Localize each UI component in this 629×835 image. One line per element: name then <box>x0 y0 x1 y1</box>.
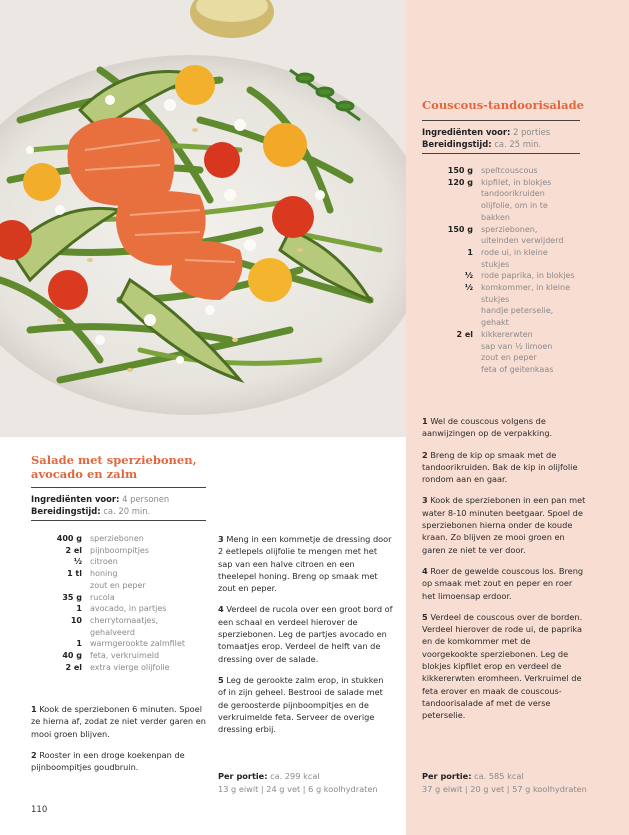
ingredient-quantity: 2 el <box>65 662 82 672</box>
step-text: Leg de gerookte zalm erop, in stukken of in zijn geheel. Bestrooi de salade met de geroosterde pijnboompitjes en de verkruimelde feta. Serveer de overige dressing erbij. <box>218 674 384 735</box>
ingredient-name: zout en peper <box>90 580 146 590</box>
ingredient-quantity <box>443 317 473 329</box>
step-number: 1 <box>422 416 428 426</box>
ingredient-quantity: 35 g <box>62 592 82 602</box>
recipe-title: Couscous-tandoorisalade <box>422 98 584 112</box>
recipe-step <box>422 611 588 722</box>
time-value: ca. 20 min. <box>103 506 151 516</box>
ingredient-item <box>52 568 212 580</box>
ingredient-name: pijnboompitjes <box>90 545 150 555</box>
ingredient-name: speltcouscous <box>481 166 538 175</box>
steps-list <box>422 415 588 731</box>
steps-column-1 <box>31 703 207 782</box>
ingredient-quantity: 2 el <box>65 545 82 555</box>
steps-column-2 <box>218 533 393 744</box>
portion-info <box>218 770 398 795</box>
ingredient-item <box>443 305 623 317</box>
title-rule <box>422 120 580 121</box>
recipe-step <box>218 674 393 735</box>
ingredient-quantity: ½ <box>464 283 473 293</box>
ingredient-item <box>443 329 623 341</box>
ingredient-quantity: 400 g <box>56 534 82 543</box>
ingredient-item <box>52 615 212 627</box>
ingredients-value: 2 porties <box>513 127 551 137</box>
page-number: 110 <box>31 805 48 815</box>
time-value: ca. 25 min. <box>494 139 542 149</box>
step-number: 2 <box>422 449 428 460</box>
portion-kcal: ca. 585 kcal <box>474 771 524 781</box>
step-number: 2 <box>31 749 37 760</box>
ingredient-item <box>443 317 623 329</box>
step-number: 4 <box>218 604 224 615</box>
ingredient-item <box>52 627 212 639</box>
ingredients-label: Ingrediënten voor: <box>422 127 511 137</box>
ingredient-quantity <box>443 294 473 306</box>
portion-macros: 37 g eiwit | 20 g vet | 57 g koolhydraten <box>422 783 587 794</box>
step-text: Verdeel de couscous over de borden. Verdeel hierover de rode ui, de paprika en de komkommer met de voorgekookte sperziebonen. Leg de blokjes kipfilet erop en verdeel de kikkererwten eromheen. Verkruimel de feta erover en maak de couscous-tandoorisalade af met de verse peterselie. <box>422 611 583 721</box>
ingredient-quantity: 40 g <box>62 651 82 661</box>
ingredient-item <box>443 364 623 376</box>
ingredient-item <box>52 592 212 604</box>
recipe-step <box>422 449 588 486</box>
ingredient-name: avocado, in partjes <box>90 604 167 614</box>
ingredient-name: sperziebonen <box>90 534 144 543</box>
step-text: Meng in een kommetje de dressing door 2 eetlepels olijfolie te mengen met het sap van een halve citroen en een theelepel honing. Breng op smaak met zout en peper. <box>218 534 392 594</box>
step-number: 5 <box>422 611 428 622</box>
ingredient-item <box>52 662 212 674</box>
recipe-title-line-2: avocado en zalm <box>31 467 138 481</box>
ingredient-item <box>443 341 623 353</box>
ingredient-item <box>443 259 623 271</box>
ingredient-name: rucola <box>90 592 115 602</box>
ingredient-quantity: ½ <box>73 557 82 567</box>
step-text: Breng de kip op smaak met de tandoorikruiden. Bak de kip in olijfolie rondom aan en gaar. <box>422 449 578 485</box>
ingredient-item <box>443 270 623 282</box>
ingredient-name: kipfilet, in blokjes <box>481 177 552 187</box>
ingredient-quantity <box>443 200 473 212</box>
step-text: Kook de sperziebonen in een pan met water 8-10 minuten beetgaar. Spoel de sperziebonen hierna onder de koude kraan. Zo blijven ze mooi groen en garen ze niet te ver door. <box>422 495 586 555</box>
ingredient-item <box>443 235 623 247</box>
ingredient-name: extra vierge olijfolie <box>90 662 170 672</box>
ingredient-name: gehalveerd <box>90 627 135 637</box>
recipe-step <box>422 415 588 440</box>
ingredient-quantity: 1 <box>76 639 82 649</box>
meta-rule <box>422 153 580 154</box>
recipe-step <box>218 533 393 594</box>
step-text: Roer de gewelde couscous los. Breng op smaak met zout en peper en roer het limoensap erdoor. <box>422 565 584 601</box>
step-text: Verdeel de rucola over een groot bord of een schaal en verdeel hierover de sperziebonen. Leg de partjes avocado en tomaatjes erop. Verdeel de helft van de dressing over de salade. <box>218 604 393 664</box>
time-label: Bereidingstijd: <box>422 139 492 149</box>
ingredient-quantity: 1 tl <box>67 569 82 579</box>
title-rule <box>31 487 206 488</box>
ingredient-quantity <box>443 364 473 376</box>
ingredient-item <box>443 165 623 177</box>
ingredient-quantity: 10 <box>70 615 82 625</box>
ingredient-quantity: ½ <box>464 271 473 281</box>
ingredient-name: gehakt <box>481 318 509 328</box>
ingredient-item <box>52 650 212 662</box>
step-number: 4 <box>422 565 428 576</box>
ingredient-quantity <box>443 259 473 271</box>
ingredient-name: rode ui, in kleine <box>481 247 548 257</box>
ingredients-value: 4 personen <box>122 494 170 504</box>
ingredient-name: olijfolie, om in te <box>481 201 548 211</box>
ingredient-item <box>52 638 212 650</box>
ingredient-quantity: 120 g <box>447 177 473 187</box>
portion-label: Per portie: <box>218 771 268 781</box>
ingredient-quantity <box>443 235 473 247</box>
ingredient-item <box>443 352 623 364</box>
time-label: Bereidingstijd: <box>31 506 101 516</box>
step-text: Rooster in een droge koekenpan de pijnboompitjes goudbruin. <box>31 749 185 773</box>
meta-rule <box>31 520 206 521</box>
ingredient-quantity: 1 <box>467 247 473 257</box>
ingredient-name: stukjes <box>481 259 510 269</box>
portion-macros: 13 g eiwit | 24 g vet | 6 g koolhydraten <box>218 783 378 794</box>
step-text: Kook de sperziebonen 6 minuten. Spoel ze hierna af, zodat ze niet verder garen en mooi groen blijven. <box>31 704 206 739</box>
ingredient-name: honing <box>90 569 118 579</box>
recipe-meta <box>31 493 221 517</box>
ingredient-name: rode paprika, in blokjes <box>481 271 575 281</box>
recipe-step <box>31 703 207 740</box>
ingredients-label: Ingrediënten voor: <box>31 494 120 504</box>
recipe-step <box>31 749 207 774</box>
ingredient-item <box>443 188 623 200</box>
ingredient-name: feta, verkruimeld <box>90 651 160 661</box>
ingredient-item <box>52 580 212 592</box>
portion-kcal: ca. 299 kcal <box>270 771 320 781</box>
ingredient-list <box>443 165 623 376</box>
ingredient-quantity: 2 el <box>456 329 473 339</box>
ingredient-name: stukjes <box>481 294 510 304</box>
ingredient-item <box>52 545 212 557</box>
portion-label: Per portie: <box>422 771 472 781</box>
ingredient-name: uiteinden verwijderd <box>481 236 564 246</box>
ingredient-quantity: 150 g <box>447 166 473 175</box>
ingredient-name: sap van ½ limoen <box>481 341 553 351</box>
ingredient-name: cherrytomaatjes, <box>90 615 159 625</box>
ingredient-quantity <box>443 341 473 353</box>
portion-info <box>422 770 622 795</box>
salad-photo <box>0 0 406 437</box>
ingredient-name: sperziebonen, <box>481 224 538 234</box>
ingredient-list <box>52 533 212 673</box>
step-number: 3 <box>218 534 224 544</box>
ingredient-item <box>52 603 212 615</box>
right-panel <box>406 0 629 835</box>
recipe-step <box>422 565 588 602</box>
ingredient-quantity <box>443 188 473 200</box>
step-number: 1 <box>31 704 37 714</box>
recipe-title-line-1: Salade met sperziebonen, <box>31 453 197 467</box>
ingredient-item <box>443 200 623 212</box>
ingredient-name: feta of geitenkaas <box>481 364 554 374</box>
ingredient-name: handje peterselie, <box>481 306 554 316</box>
ingredient-item <box>52 533 212 545</box>
step-text: Wel de couscous volgens de aanwijzingen op de verpakking. <box>422 416 553 439</box>
recipe-step <box>218 603 393 664</box>
ingredient-name: tandoorikruiden <box>481 189 545 199</box>
ingredient-item <box>52 556 212 568</box>
step-number: 5 <box>218 674 224 685</box>
ingredient-name: citroen <box>90 557 118 567</box>
step-number: 3 <box>422 495 428 506</box>
recipe-title <box>31 453 216 481</box>
ingredient-name: komkommer, in kleine <box>481 283 570 293</box>
ingredient-item <box>443 247 623 259</box>
ingredient-name: bakken <box>481 212 510 222</box>
ingredient-quantity: 150 g <box>447 224 473 234</box>
ingredient-name: warmgerookte zalmfilet <box>90 639 185 649</box>
ingredient-quantity <box>52 627 82 639</box>
ingredient-item <box>443 212 623 224</box>
ingredient-quantity <box>443 305 473 317</box>
ingredient-name: kikkererwten <box>481 329 533 339</box>
ingredient-name: zout en peper <box>481 353 537 363</box>
ingredient-item <box>443 224 623 236</box>
ingredient-item <box>443 177 623 189</box>
ingredient-item <box>443 294 623 306</box>
ingredient-quantity: 1 <box>76 604 82 614</box>
recipe-step <box>422 494 588 555</box>
ingredient-quantity <box>52 580 82 592</box>
ingredient-quantity <box>443 352 473 364</box>
ingredient-quantity <box>443 212 473 224</box>
ingredient-item <box>443 282 623 294</box>
recipe-meta <box>422 126 622 150</box>
